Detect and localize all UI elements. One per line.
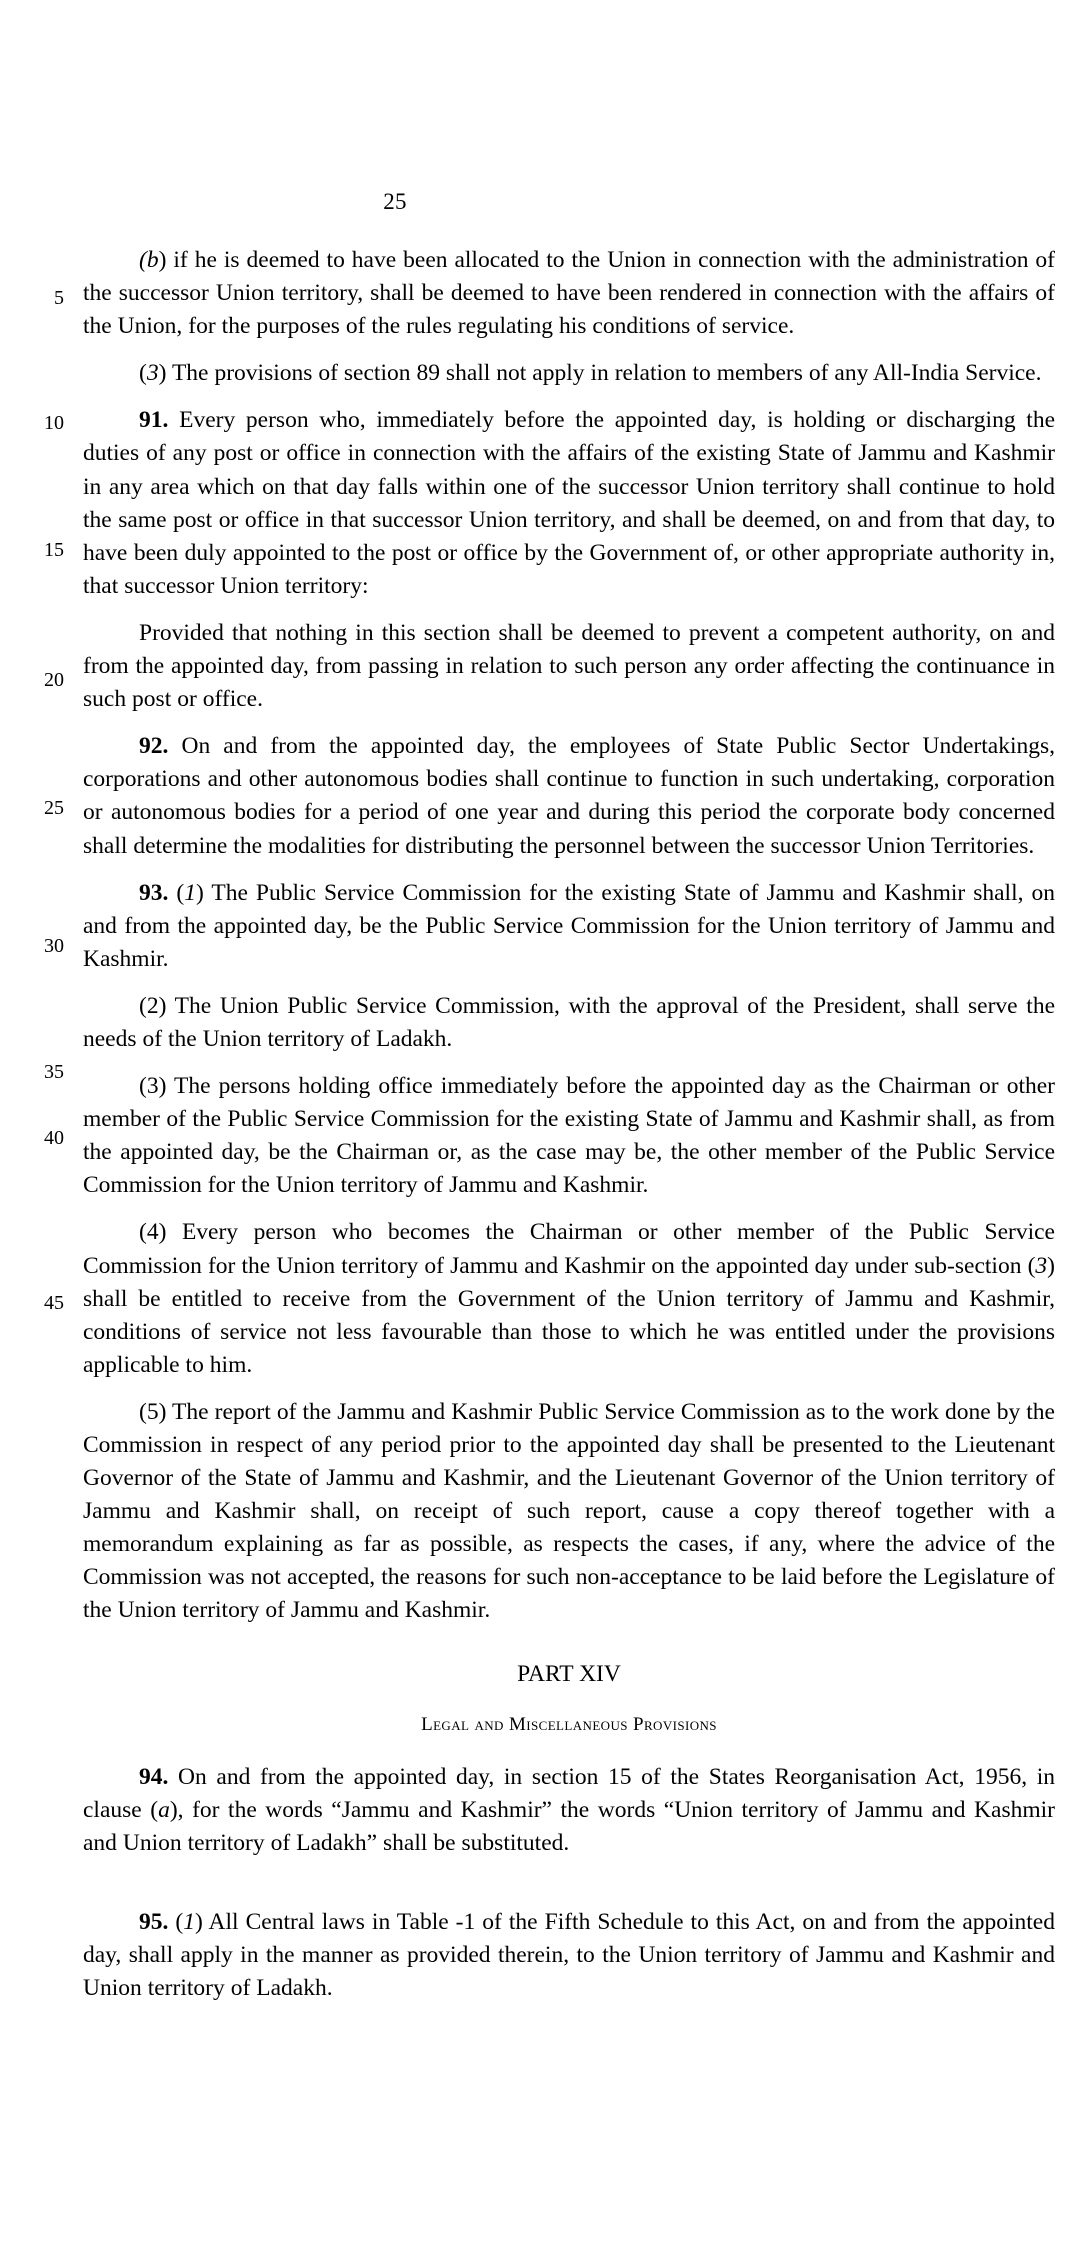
section-number: 92. [139,733,169,760]
text-run: ) shall be entitled to receive from the Government of the Union territory of Jammu and Kashmir, conditions of service not less favourable than those to which he was entitled under the provisions applicable to him. [83,1252,1055,1378]
paragraph-clause-b [83,244,1055,343]
line-number: 30 [44,935,64,957]
text-run: ) if he is deemed to have been allocated to the Union in connection with the administration of the successor Union territory, shall be deemed to have been rendered in connection with the affairs of the Union, for the purposes of the rules regulating his conditions of service. [83,247,1055,340]
paragraph-sec-95-sub-1 [83,1906,1055,2005]
line-number: 20 [44,669,64,691]
line-number: 40 [44,1127,64,1149]
paragraph-sec-91-proviso [83,617,1055,716]
text-run: ( [168,879,185,906]
text-run: Every person who, immediately before the appointed day, is holding or discharging the duties of any post or office in connection with the affairs of the existing State of Jammu and Kashmir in any area which on that day falls within one of the successor Union territory shall continue to hold the same post or office in that successor Union territory, and shall be deemed, on and from that day, to have been duly appointed to the post or office by the Government of, or other appropriate authority in, that successor Union territory: [83,407,1055,599]
text-run: ) All Central laws in Table -1 of the Fifth Schedule to this Act, on and from the appointed day, shall apply in the manner as provided therein, to the Union territory of Jammu and Kashmir and Union territory of Ladakh. [83,1908,1055,2002]
italic-run: 3 [146,360,159,387]
section-number: 91. [139,407,169,434]
section-number: 94. [139,1763,169,1790]
italic-run: 3 [1035,1252,1048,1279]
paragraph-sec-94 [83,1761,1055,1860]
body-paragraph-group-after-heading [83,1761,1055,2006]
text-run: ), for the words “Jammu and Kashmir” the words “Union territory of Jammu and Kashmir and Union territory of Ladakh” shall be substituted. [83,1796,1055,1856]
section-number: 93. [139,879,169,906]
text-run: (4) Every person who becomes the Chairman or other member of the Public Service Commission for the Union territory of Jammu and Kashmir on the appointed day under sub-section ( [83,1219,1055,1279]
italic-run: 1 [183,1908,195,1935]
text-run: (2) The Union Public Service Commission, with the approval of the President, shall serve the needs of the Union territory of Ladakh. [83,992,1055,1052]
paragraph-sec-93-sub-5 [83,1396,1055,1628]
text-run: ) The Public Service Commission for the existing State of Jammu and Kashmir shall, on and from the appointed day, be the Public Service Commission for the Union territory of Jammu and Kashmir. [83,879,1055,972]
paragraph-sec-91 [83,404,1055,603]
body-paragraph-group [83,244,1055,1628]
paragraph-sec-92 [83,730,1055,862]
text-run: ( [139,360,147,387]
line-number: 25 [44,797,64,819]
text-run: Provided that nothing in this section shall be deemed to prevent a competent authority, on and from the appointed day, from passing in relation to such person any order affecting the continuance in such post or office. [83,619,1055,713]
text-run: ) The provisions of section 89 shall not apply in relation to members of any All-India Service. [158,360,1042,387]
italic-run: (b [139,247,159,273]
text-run: On and from the appointed day, the employees of State Public Sector Undertakings, corporations and other autonomous bodies shall continue to function in such undertaking, corporation or autonomous bodies for a period of one year and during this period the corporate body concerned shall determine the modalities for distributing the personnel between the successor Union Territories. [83,733,1055,859]
part-subheading [83,1714,1055,1737]
page-number: 25 [383,189,407,214]
line-number: 10 [44,412,64,434]
italic-run: 1 [184,879,196,906]
text-run: (3) The persons holding office immediately before the appointed day as the Chairman or other member of the Public Service Commission for the existing State of Jammu and Kashmir shall, as from the appointed day, be the Chairman or, as the case may be, the other member of the Public Service Commission for the Union territory of Jammu and Kashmir. [83,1073,1055,1199]
paragraph-sec-93-sub-1 [83,877,1055,976]
line-number: 45 [44,1292,64,1314]
italic-run: a [158,1796,170,1823]
part-subheading-text: Legal and Miscellaneous Provisions [421,1713,717,1735]
paragraph-sec-93-sub-2 [83,990,1055,1056]
part-heading: PART XIV [517,1660,621,1687]
section-number: 95. [139,1908,169,1935]
line-number: 5 [54,287,64,309]
text-run: (5) The report of the Jammu and Kashmir Public Service Commission as to the work done by the Commission in respect of any period prior to the appointed day shall be presented to the Lieutenant Governor of the State of Jammu and Kashmir, and the Lieutenant Governor of the Union territory of Jammu and Kashmir shall, on receipt of such report, cause a copy thereof together with a memorandum explaining as far as possible, as respects the cases, if any, where the advice of the Commission was not accepted, the reasons for such non-acceptance to be laid before the Legislature of the Union territory of Jammu and Kashmir. [83,1398,1055,1624]
paragraph-sec-89-sub-3 [83,357,1055,390]
text-run: On and from the appointed day, in section 15 of the States Reorganisation Act, 1956, in clause ( [83,1763,1055,1823]
text-column [83,244,1055,2019]
line-number: 15 [44,539,64,561]
text-run: ( [168,1908,184,1935]
paragraph-sec-93-sub-4 [83,1216,1055,1381]
line-number: 35 [44,1061,64,1083]
paragraph-sec-93-sub-3 [83,1070,1055,1202]
